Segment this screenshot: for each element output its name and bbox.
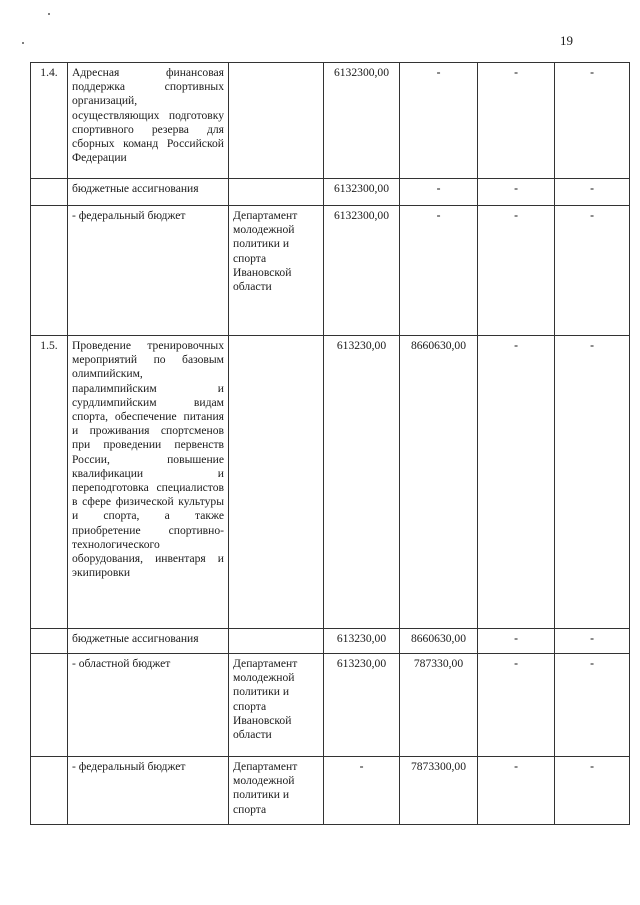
amount-cell: - [555, 336, 630, 629]
amount-cell: - [555, 757, 630, 825]
row-number: 1.4. [31, 63, 68, 179]
amount-cell: - [478, 179, 555, 206]
amount-cell: 6132300,00 [324, 179, 400, 206]
amount-cell: 787330,00 [400, 654, 478, 757]
executor-cell [229, 336, 324, 629]
table-row [31, 179, 630, 206]
amount-cell: - [555, 654, 630, 757]
amount-cell: - [478, 63, 555, 179]
row-number [31, 757, 68, 825]
row-number [31, 179, 68, 206]
amount-cell: - [400, 206, 478, 336]
row-number [31, 629, 68, 654]
executor-cell [229, 179, 324, 206]
executor-cell: Департамент молодежной политики и спорта [229, 757, 324, 825]
event-name: Проведение тренировочных мероприятий по базовым олимпийским, паралимпийским и сурдлимпийским видам спорта, обеспечение питания и проживания спортсменов при проведении первенств России, повышение квалификации и переподготовка специалистов в сфере физической культуры и спорта, а также приобретение спортивно-технологического оборудования, инвентаря и экипировки [68, 336, 229, 629]
amount-cell: - [478, 336, 555, 629]
table-row [31, 654, 630, 757]
amount-cell: 613230,00 [324, 654, 400, 757]
page-number: 19 [560, 33, 573, 48]
executor-cell: Департамент молодежной политики и спорта Ивановской области [229, 654, 324, 757]
table-row [31, 336, 630, 629]
amount-cell: - [555, 206, 630, 336]
amount-cell: - [478, 206, 555, 336]
event-name: - федеральный бюджет [68, 206, 229, 336]
amount-cell: - [478, 757, 555, 825]
event-name: - федеральный бюджет [68, 757, 229, 825]
amount-cell: - [555, 63, 630, 179]
amount-cell: 613230,00 [324, 336, 400, 629]
amount-cell: - [555, 629, 630, 654]
amount-cell: 8660630,00 [400, 336, 478, 629]
event-name: Адресная финансовая поддержка спортивных организаций, осуществляющих подготовку спортивного резерва для сборных команд Российской Федерации [68, 63, 229, 179]
scan-speck [48, 13, 50, 15]
amount-cell: - [400, 179, 478, 206]
budget-table [30, 62, 630, 825]
event-name: бюджетные ассигнования [68, 179, 229, 206]
amount-cell: - [478, 654, 555, 757]
amount-cell: 6132300,00 [324, 63, 400, 179]
amount-cell: - [478, 629, 555, 654]
amount-cell: 7873300,00 [400, 757, 478, 825]
amount-cell: - [400, 63, 478, 179]
row-number [31, 206, 68, 336]
table-row [31, 63, 630, 179]
table-row [31, 206, 630, 336]
row-number [31, 654, 68, 757]
event-name: бюджетные ассигнования [68, 629, 229, 654]
table-row [31, 629, 630, 654]
amount-cell: 613230,00 [324, 629, 400, 654]
amount-cell: - [324, 757, 400, 825]
executor-cell [229, 63, 324, 179]
event-name: - областной бюджет [68, 654, 229, 757]
scan-speck [22, 42, 24, 44]
amount-cell: 6132300,00 [324, 206, 400, 336]
executor-cell: Департамент молодежной политики и спорта Ивановской области [229, 206, 324, 336]
row-number: 1.5. [31, 336, 68, 629]
table-row [31, 757, 630, 825]
amount-cell: 8660630,00 [400, 629, 478, 654]
amount-cell: - [555, 179, 630, 206]
executor-cell [229, 629, 324, 654]
